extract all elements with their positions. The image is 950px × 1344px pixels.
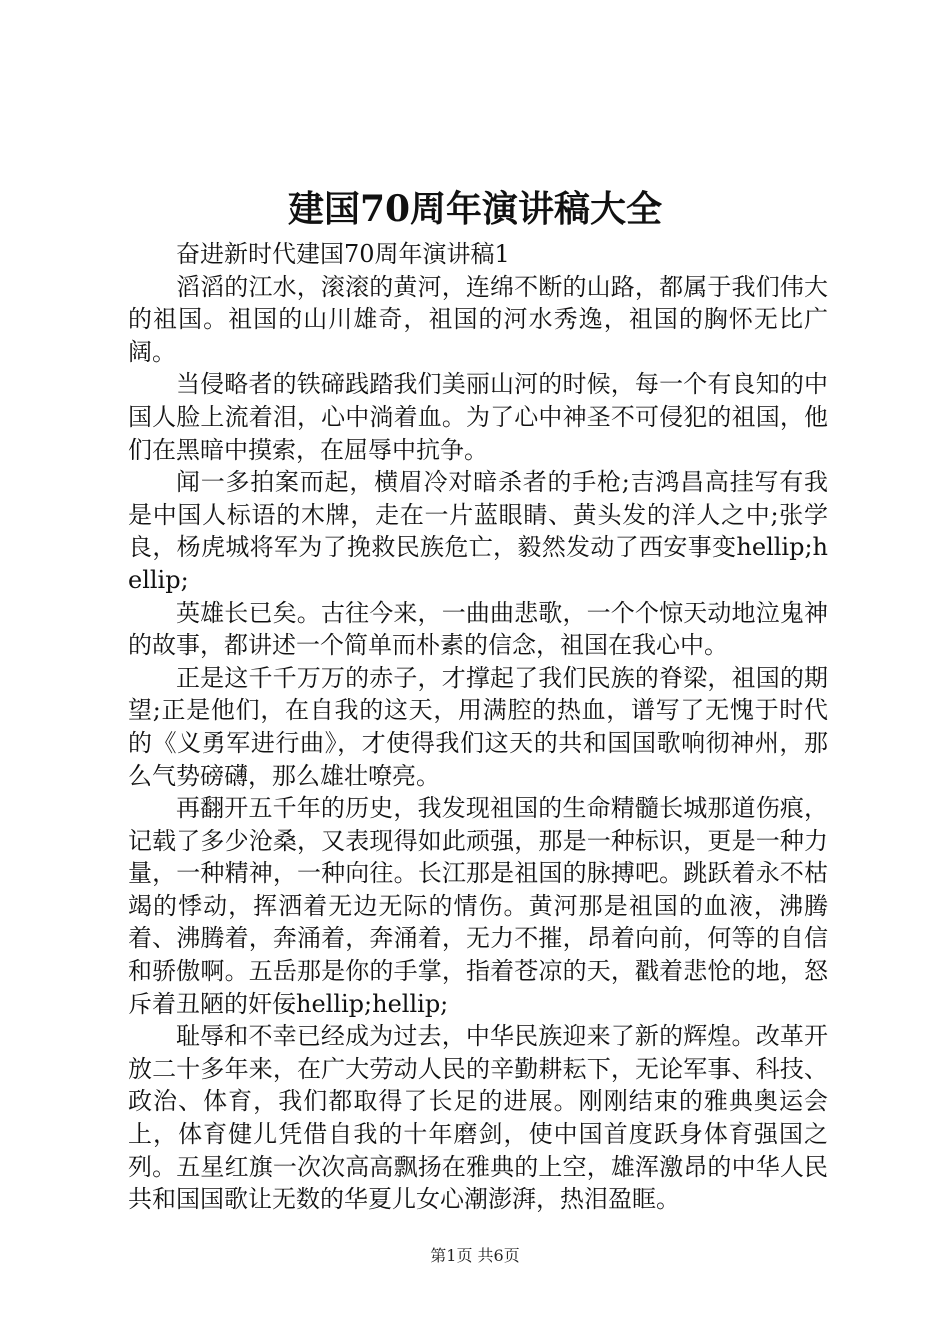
paragraph: 闻一多拍案而起，横眉冷对暗杀者的手枪;吉鸿昌高挂写有我是中国人标语的木牌，走在一片蓝眼睛、黄头发的洋人之中;张学良，杨虎城将军为了挽救民族危亡，毅然发动了西安事变hellip;hellip; [128,468,828,594]
page-title: 建国70周年演讲稿大全 [287,188,663,230]
paragraph: 当侵略者的铁碲践踏我们美丽山河的时候，每一个有良知的中国人脸上流着泪，心中淌着血。为了心中神圣不可侵犯的祖国，他们在黑暗中摸索，在屈辱中抗争。 [128,370,828,464]
page-number: 第1页 共6页 [430,1246,520,1265]
paragraph: 再翻开五千年的历史，我发现祖国的生命精髓长城那道伤痕，记载了多少沧桑，又表现得如此顽强，那是一种标识，更是一种力量，一种精神，一种向往。长江那是祖国的脉搏吧。跳跃着永不枯竭的悸动，挥洒着无边无际的情伤。黄河那是祖国的血液，沸腾着、沸腾着，奔涌着，奔涌着，无力不摧，昂着向前，何等的自信和骄傲啊。五岳那是你的手掌，指着苍凉的天，戳着悲怆的地，怒斥着丑陋的奸佞hellip;hellip; [128,794,828,1018]
paragraph: 滔滔的江水，滚滚的黄河，连绵不断的山路，都属于我们伟大的祖国。祖国的山川雄奇，祖国的河水秀逸，祖国的胸怀无比广阔。 [128,272,828,366]
document-body [128,238,828,1216]
section-subtitle: 奋进新时代建国70周年演讲稿1 [176,240,510,268]
paragraph: 正是这千千万万的赤子，才撑起了我们民族的脊梁，祖国的期望;正是他们，在自我的这天，用满腔的热血，谱写了无愧于时代的《义勇军进行曲》，才使得我们这天的共和国国歌响彻神州，那么气势磅礴，那么雄壮嘹亮。 [128,663,828,790]
paragraph: 英雄长已矣。古往今来，一曲曲悲歌，一个个惊天动地泣鬼神的故事，都讲述一个简单而朴素的信念，祖国在我心中。 [128,598,828,660]
paragraph: 耻辱和不幸已经成为过去，中华民族迎来了新的辉煌。改革开放二十多年来，在广大劳动人民的辛勤耕耘下，无论军事、科技、政治、体育，我们都取得了长足的进展。刚刚结束的雅典奥运会上，体育健儿凭借自我的十年磨剑，使中国首度跃身体育强国之列。五星红旗一次次高高飘扬在雅典的上空，雄浑激昂的中华人民共和国国歌让无数的华夏儿女心潮澎湃，热泪盈眶。 [128,1022,828,1214]
